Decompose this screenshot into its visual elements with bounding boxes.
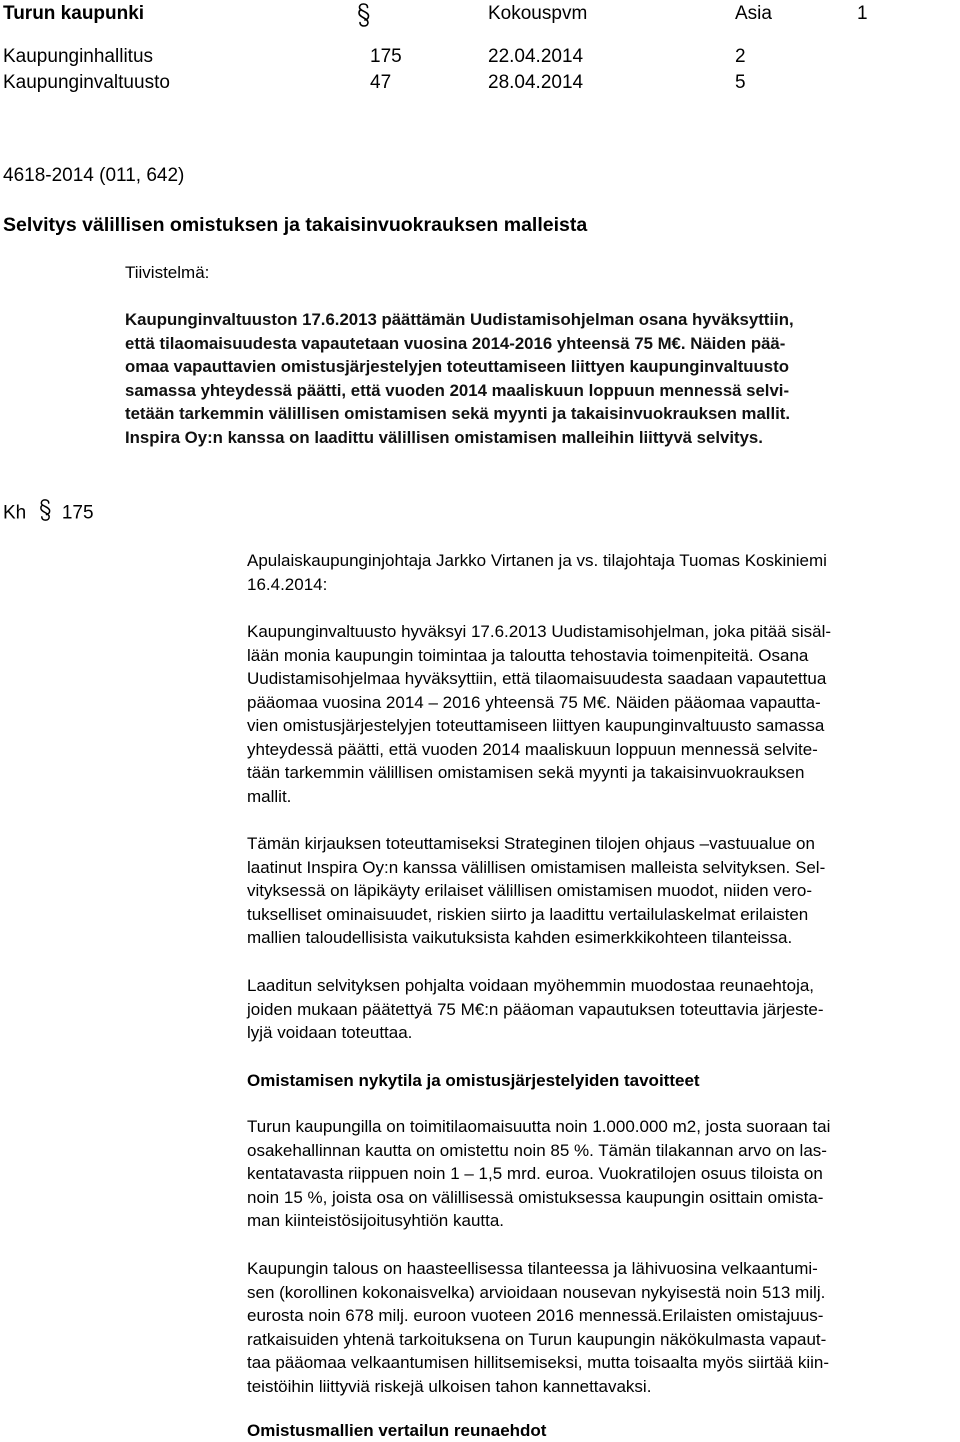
header-date-1: 22.04.2014: [488, 46, 584, 67]
document-title: Selvitys välillisen omistuksen ja takaisinvuokrauksen malleista: [3, 214, 588, 236]
item-label: Asia: [735, 3, 772, 24]
meeting-date-label: Kokouspvm: [488, 3, 588, 24]
paragraph-4: [247, 1115, 830, 1233]
paragraph-line: lään monia kaupungin toimintaa ja taloutta tehostavia toimenpiteitä. Osana: [247, 645, 809, 665]
paragraph-line: tukselliset ominaisuudet, riskien siirto ja laadittu vertailulaskelmat erilaisten: [247, 904, 809, 924]
organization-name: Turun kaupunki: [3, 3, 145, 24]
page-number: 1: [857, 3, 868, 24]
kh-number: 175: [61, 502, 94, 524]
header-body-2: Kaupunginvaltuusto: [3, 72, 170, 93]
paragraph-line: Laaditun selvityksen pohjalta voidaan myöhemmin muodostaa reunaehtoja,: [247, 976, 815, 995]
header-body-1: Kaupunginhallitus: [3, 46, 154, 67]
paragraph-line: eurosta noin 678 milj. euroon vuoteen 2016 mennessä.Erilaisten omistajuus-: [247, 1306, 824, 1325]
kh-marker: [3, 498, 94, 529]
paragraph-line: man kiinteistösijoitusyhtiön kautta.: [247, 1211, 505, 1230]
section-heading: Omistusmallien vertailun reunaehdot: [247, 1421, 547, 1440]
header-number-1: 175: [370, 46, 402, 67]
paragraph-line: mallien taloudellisista vaikutuksista kahden esimerkkikohteen tilanteissa.: [247, 928, 793, 947]
preparer-text: Apulaiskaupunginjohtaja Jarkko Virtanen ja vs. tilajohtaja Tuomas Koskiniemi: [247, 551, 827, 570]
paragraph-line: Kaupungin talous on haasteellisessa tilanteessa ja lähivuosina velkaantumi-: [247, 1259, 818, 1278]
summary-text: [125, 308, 794, 449]
paragraph-line: ratkaisuiden yhtenä tarkoituksena on Turun kaupungin näkökulmasta vapaut-: [247, 1329, 827, 1349]
header-item-1: 2: [735, 46, 746, 67]
paragraph-5: [247, 1257, 829, 1398]
paragraph-line: lyjä voidaan toteuttaa.: [247, 1023, 413, 1042]
summary-line: Kaupunginvaltuuston 17.6.2013 päättämän Uudistamisohjelman osana hyväksyttiin,: [125, 310, 794, 329]
header-number-2: 47: [370, 72, 392, 93]
preparer-line: [247, 549, 827, 596]
section-sign-icon: [38, 498, 53, 529]
paragraph-1: [247, 620, 831, 808]
paragraph-line: tään tarkemmin välillisen omistamisen sekä myynti ja takaisinvuokrauksen: [247, 763, 805, 782]
paragraph-line: vien omistusjärjestelyjen toteuttamiseen liittyen kaupunginvaltuusto samassa: [247, 716, 825, 735]
paragraph-line: Tämän kirjauksen toteuttamiseksi Strateginen tilojen ohjaus –vastuualue on: [247, 834, 815, 853]
summary-line: omaa vapauttavien omistusjärjestelyjen toteuttamiseen liittyen kaupunginvaltuusto: [125, 357, 789, 376]
summary-label: Tiivistelmä:: [125, 263, 210, 282]
summary-line: samassa yhteydessä päätti, että vuoden 2014 maaliskuun loppuun mennessä selvi-: [125, 380, 790, 400]
paragraph-line: sen (korollinen kokonaisvelka) arvioidaan nousevan nykyisestä noin 513 milj.: [247, 1282, 826, 1302]
paragraph-line: Kaupunginvaltuusto hyväksyi 17.6.2013 Uudistamisohjelman, joka pitää sisäl-: [247, 622, 832, 641]
paragraph-line: joiden mukaan päätettyä 75 M€:n pääoman vapautuksen toteuttavia järjeste-: [247, 999, 824, 1019]
paragraph-line: Uudistamisohjelmaa hyväksyttiin, että tilaomaisuudesta saadaan vapautettua: [247, 669, 827, 688]
case-id: 4618-2014 (011, 642): [3, 165, 185, 186]
section-heading: Omistamisen nykytila ja omistusjärjestelyiden tavoitteet: [247, 1071, 700, 1090]
paragraph-3: [247, 974, 823, 1045]
summary-line: että tilaomaisuudesta vapautetaan vuosina 2014-2016 yhteensä 75 M€. Näiden pää-: [125, 333, 786, 353]
paragraph-line: noin 15 %, joista osa on välillisessä omistuksessa kaupungin osittain omista-: [247, 1187, 824, 1207]
paragraph-line: teistöihin liittyviä riskejä ulkoisen tahon kannettavaksi.: [247, 1376, 652, 1396]
paragraph-line: laatinut Inspira Oy:n kanssa välillisen omistamisen malleista selvityksen. Sel-: [247, 857, 826, 877]
paragraph-line: kentatavasta riippuen noin 1 – 1,5 mrd. euroa. Vuokratilojen osuus tiloista on: [247, 1164, 823, 1183]
header-date-2: 28.04.2014: [488, 72, 584, 93]
section-sign-icon: [356, 2, 372, 33]
paragraph-line: vityksessä on läpikäyty erilaiset välillisen omistamisen muodot, niiden vero-: [247, 881, 813, 900]
paragraph-line: mallit.: [247, 786, 292, 806]
paragraph-line: taa pääomaa velkaantumisen hillitsemiseksi, mutta toisaalta myös siirtää kiin-: [247, 1353, 830, 1372]
preparer-date: 16.4.2014:: [247, 574, 328, 594]
paragraph-line: yhteydessä päätti, että vuoden 2014 maaliskuun loppuun mennessä selvite-: [247, 739, 818, 759]
paragraph-2: [247, 832, 825, 950]
header-item-2: 5: [735, 72, 746, 93]
summary-line: Inspira Oy:n kanssa on laadittu välillisen omistamisen malleihin liittyvä selvitys.: [125, 427, 763, 447]
paragraph-line: Turun kaupungilla on toimitilaomaisuutta noin 1.000.000 m2, josta suoraan tai: [247, 1117, 831, 1136]
kh-label: Kh: [3, 502, 27, 524]
paragraph-line: pääomaa vuosina 2014 – 2016 yhteensä 75 M€. Näiden pääomaa vapautta-: [247, 692, 821, 712]
paragraph-line: osakehallinnan kautta on omistettu noin 85 %. Tämän tilakannan arvo on las-: [247, 1140, 827, 1160]
summary-line: tetään tarkemmin välillisen omistamisen sekä myynti ja takaisinvuokrauksen mallit.: [125, 404, 791, 423]
